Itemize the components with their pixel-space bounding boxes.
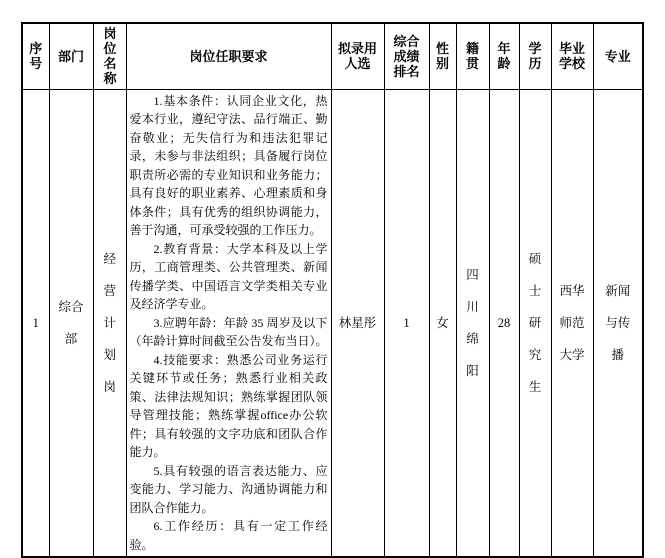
cell-candidate: 林星彤 (331, 89, 384, 557)
col-header-hometown: 籍贯 (456, 23, 489, 89)
cell-age: 28 (489, 89, 519, 557)
table-header-row (22, 23, 643, 89)
table-row (22, 89, 643, 557)
recruitment-table (21, 22, 644, 558)
col-header-candidate: 拟录用人选 (331, 23, 384, 89)
col-header-requirements: 岗位任职要求 (126, 23, 331, 89)
col-header-department: 部门 (49, 23, 93, 89)
cell-school: 西华师范大学 (551, 89, 593, 557)
col-header-age: 年龄 (489, 23, 519, 89)
col-header-education: 学历 (519, 23, 551, 89)
requirement-paragraph: 3.应聘年龄：年龄 35 周岁及以下（年龄计算时间截至公告发布当日）。 (129, 315, 328, 348)
col-header-index: 序号 (22, 23, 49, 89)
cell-education: 硕士研究生 (519, 89, 551, 557)
cell-department: 综合部 (49, 89, 93, 557)
col-header-gender: 性别 (429, 23, 456, 89)
requirement-paragraph: 2.教育背景：大学本科及以上学历，工商管理类、公共管理类、新闻传播学类、中国语言文学类相关专业及经济学专业。 (129, 241, 328, 311)
requirement-paragraph: 4.技能要求：熟悉公司业务运行关键环节或任务；熟悉行业相关政策、法律法规知识；熟练掌握团队领导管理技能；熟练掌握office办公软件；具有较强的文字功底和团队合作能力。 (129, 352, 328, 459)
col-header-school: 毕业学校 (551, 23, 593, 89)
requirements-text (130, 92, 328, 555)
cell-position-name: 经营计划岗 (93, 89, 126, 557)
requirement-paragraph: 5.具有较强的语言表达能力、应变能力、学习能力、沟通协调能力和团队合作能力。 (129, 463, 328, 515)
cell-hometown: 四川绵阳 (456, 89, 489, 557)
cell-major: 新闻与传播 (593, 89, 643, 557)
requirement-paragraph: 1.基本条件：认同企业文化，热爱本行业，遵纪守法、品行端正、勤奋敬业；无失信行为和违法犯罪记录，未参与非法组织；具备履行岗位职责所必需的专业知识和业务能力；具有良好的职业素养、心理素质和身体条件；具有优秀的组织协调能力，善于沟通，可承受较强的工作压力。 (129, 93, 328, 237)
cell-requirements (126, 89, 331, 557)
col-header-position-name: 岗位名称 (93, 23, 126, 89)
cell-gender: 女 (429, 89, 456, 557)
col-header-rank: 综合成绩排名 (384, 23, 429, 89)
cell-index: 1 (22, 89, 49, 557)
requirement-paragraph: 6.工作经历：具有一定工作经验。 (129, 519, 328, 552)
cell-rank: 1 (384, 89, 429, 557)
col-header-major: 专业 (593, 23, 643, 89)
